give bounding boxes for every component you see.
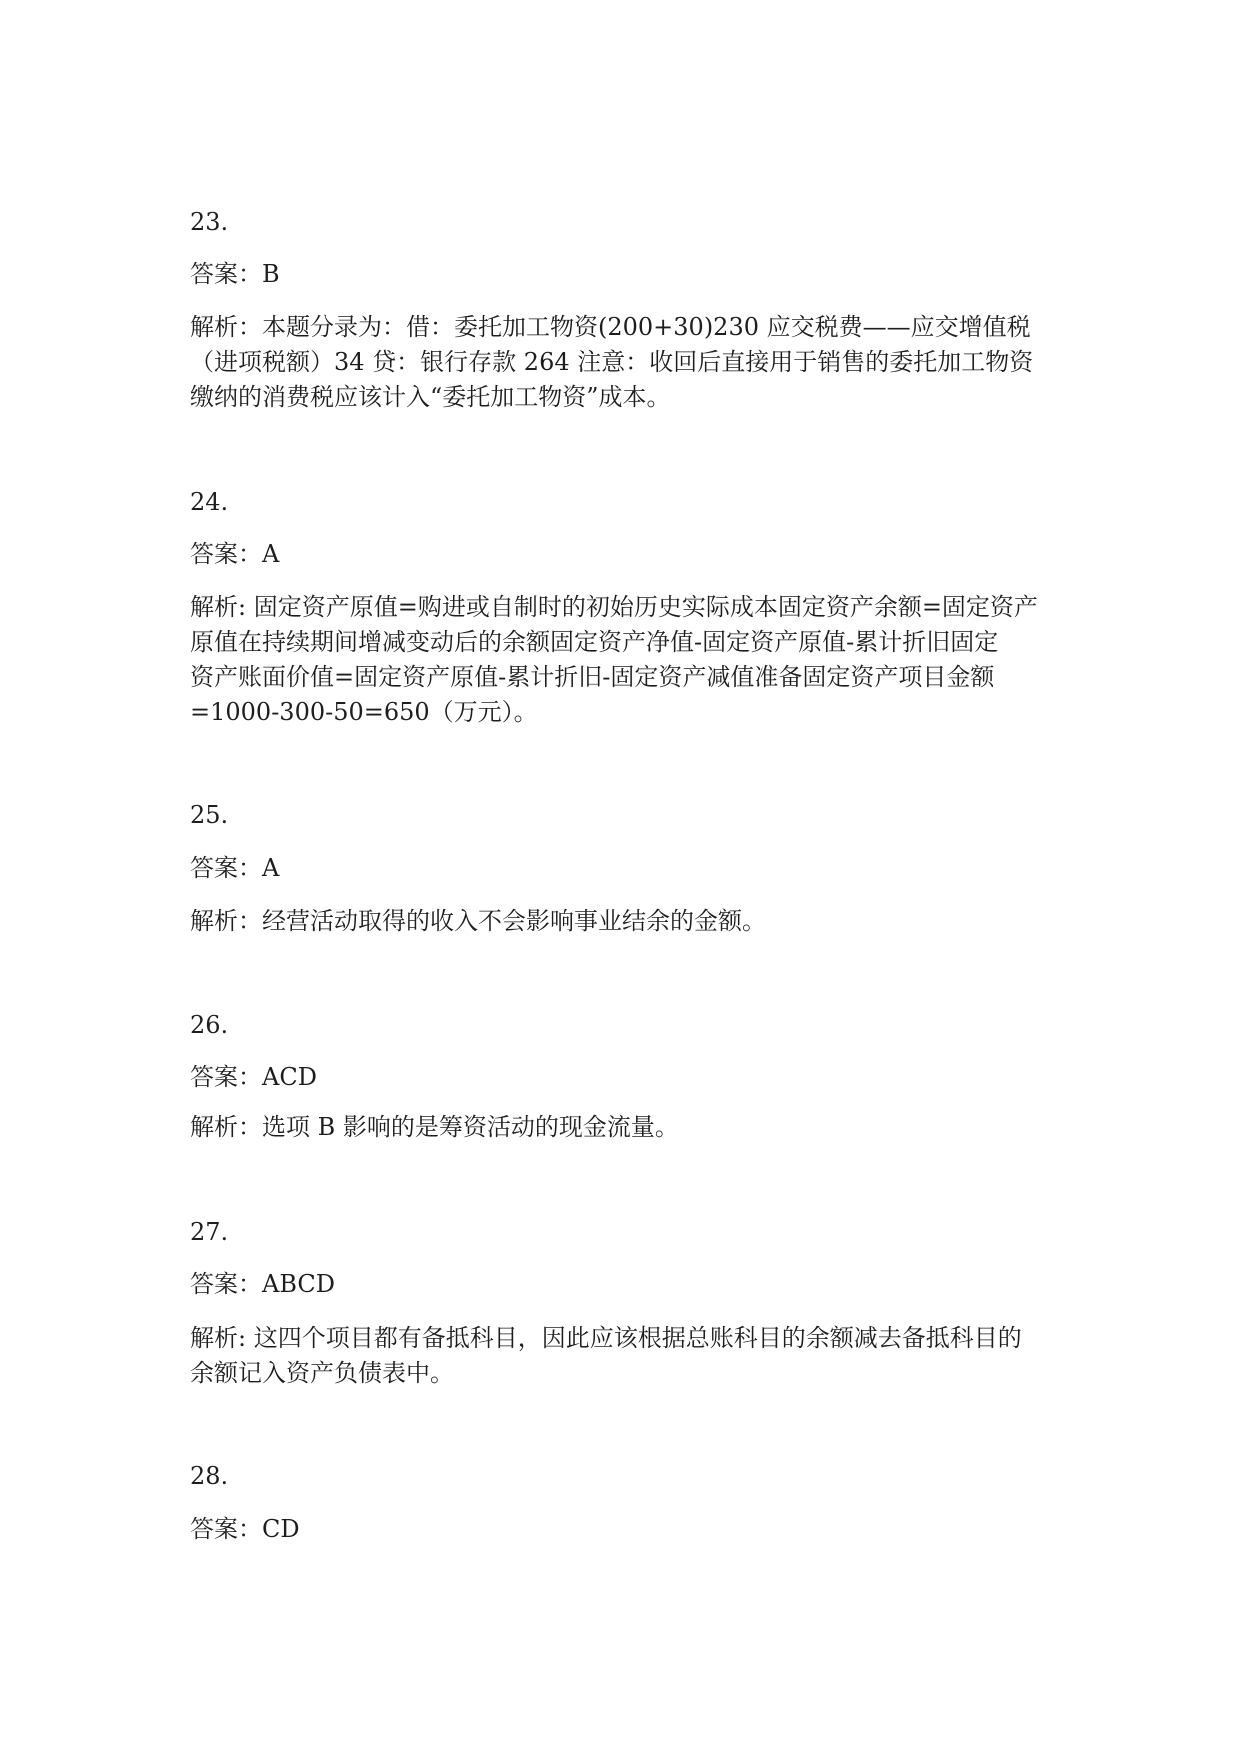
- analysis: [190, 904, 766, 939]
- analysis-line: 解析：本题分录为：借：委托加工物资(200+30)230 应交税费——应交增值税: [190, 313, 1031, 341]
- analysis: [190, 1110, 679, 1145]
- question-number: 26.: [190, 1011, 229, 1039]
- analysis-line: （进项税额）34 贷：银行存款 264 注意：收回后直接用于销售的委托加工物资: [190, 348, 1034, 376]
- analysis-line: =1000-300-50=650（万元）。: [190, 698, 538, 726]
- analysis-line: 解析：经营活动取得的收入不会影响事业结余的金额。: [190, 907, 766, 935]
- answer: 答案：ABCD: [190, 1270, 336, 1298]
- question-number: 23.: [190, 208, 229, 236]
- analysis: [190, 310, 1033, 415]
- question-number: 27.: [190, 1218, 229, 1246]
- question-number: 28.: [190, 1462, 229, 1490]
- analysis-line: 解析: 固定资产原值=购进或自制时的初始历史实际成本固定资产余额=固定资产: [190, 593, 1038, 621]
- answer: 答案：A: [190, 854, 280, 882]
- analysis-line: 原值在持续期间增减变动后的余额固定资产净值-固定资产原值-累计折旧固定: [190, 628, 999, 656]
- analysis-line: 解析：选项 B 影响的是筹资活动的现金流量。: [190, 1113, 679, 1141]
- analysis: [190, 590, 1038, 730]
- question-number: 25.: [190, 801, 229, 829]
- analysis-line: 余额记入资产负债表中。: [190, 1359, 454, 1387]
- answer: 答案：B: [190, 260, 280, 288]
- question-number: 24.: [190, 488, 229, 516]
- answer: 答案：A: [190, 540, 280, 568]
- answer: 答案：ACD: [190, 1063, 317, 1091]
- answer: 答案：CD: [190, 1515, 300, 1543]
- analysis-line: 资产账面价值=固定资产原值-累计折旧-固定资产减值准备固定资产项目金额: [190, 663, 995, 691]
- analysis-line: 解析: 这四个项目都有备抵科目，因此应该根据总账科目的余额减去备抵科目的: [190, 1324, 1022, 1352]
- analysis: [190, 1321, 1022, 1391]
- analysis-line: 缴纳的消费税应该计入“委托加工物资”成本。: [190, 383, 671, 411]
